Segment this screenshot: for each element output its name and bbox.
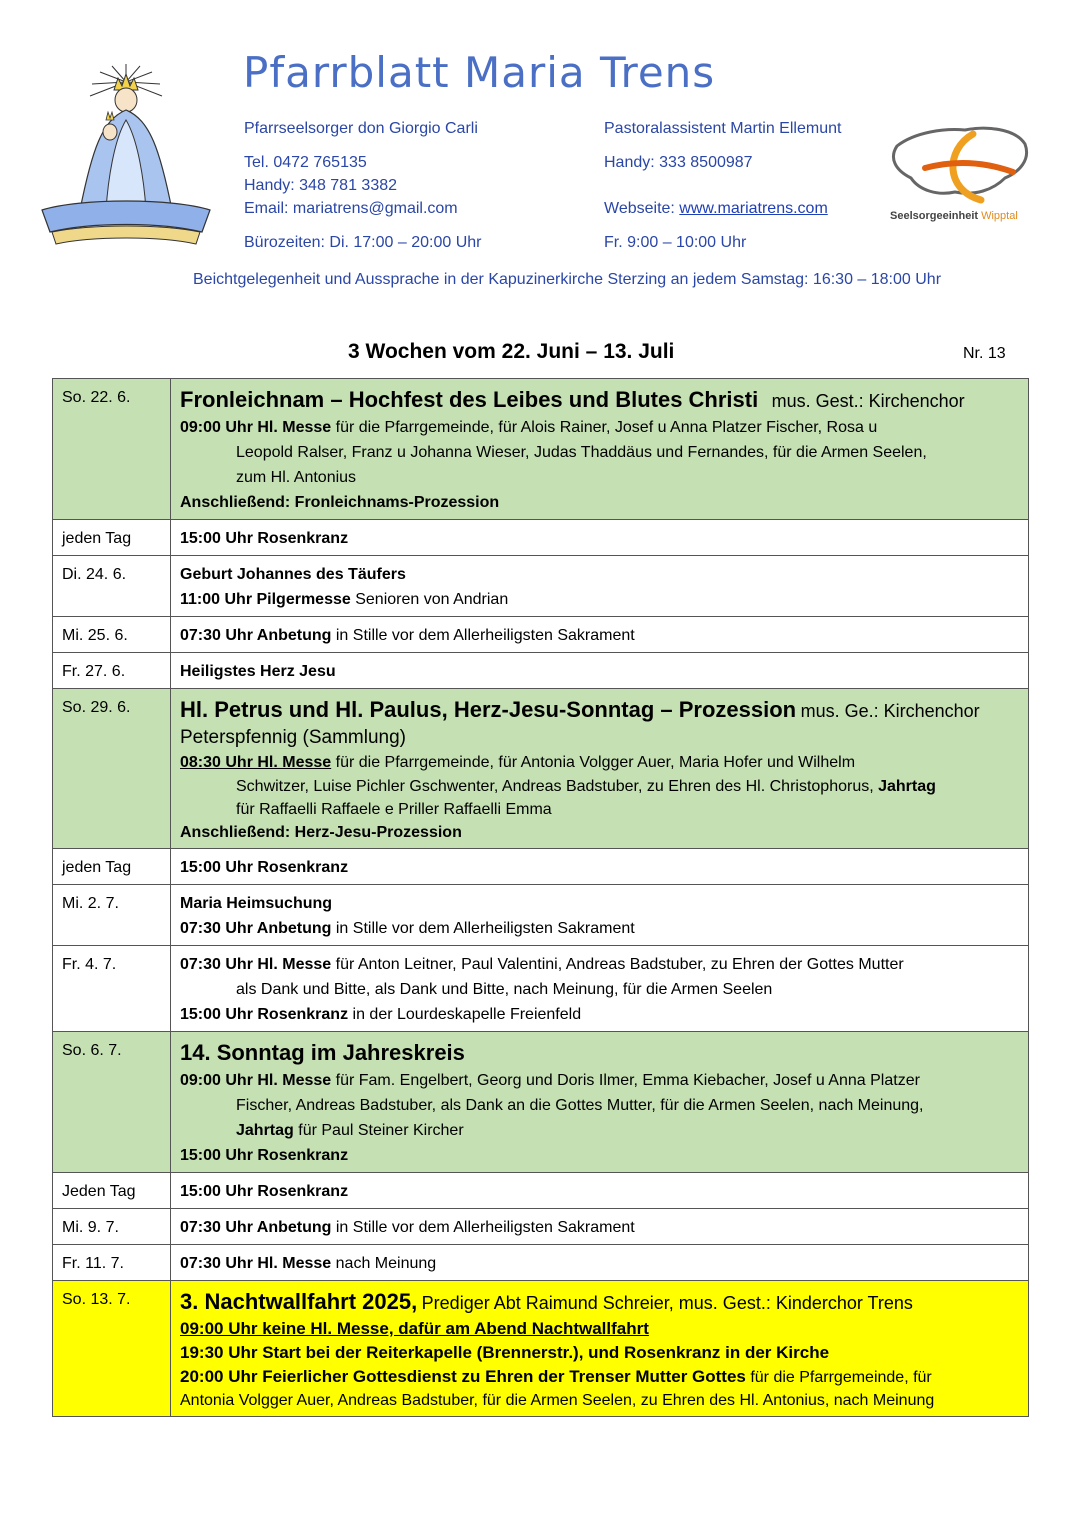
schedule-row (53, 1173, 1029, 1209)
pfarrer-handy: Handy: 348 781 3382 (244, 177, 398, 194)
procession-note: Anschließend: Herz-Jesu-Prozession (180, 824, 462, 841)
schedule-row (53, 1245, 1029, 1281)
row-date: So. 6. 7. (53, 1032, 171, 1173)
row-content (171, 1173, 1029, 1209)
mass-note: Senioren von Andrian (355, 591, 509, 608)
schedule-row (53, 520, 1029, 556)
feast-title: 14. Sonntag im Jahreskreis (180, 1040, 465, 1065)
page-title: Pfarrblatt Maria Trens (243, 48, 716, 97)
pfarrer-email: Email: mariatrens@gmail.com (244, 200, 458, 217)
row-content (171, 946, 1029, 1032)
mass-time: 07:30 Uhr Hl. Messe (180, 956, 332, 973)
no-mass-note: 09:00 Uhr keine Hl. Messe, dafür am Abend Nachtwallfahrt (180, 1319, 649, 1338)
row-date: Mi. 9. 7. (53, 1209, 171, 1245)
intentions-cont: Schwitzer, Luise Pichler Gschwenter, Andreas Badstuber, zu Ehren des Hl. Christophorus, (236, 778, 874, 795)
row-content (171, 1032, 1029, 1173)
row-date: Mi. 25. 6. (53, 617, 171, 653)
mass-time: 09:00 Uhr Hl. Messe (180, 419, 332, 436)
weeks-heading: 3 Wochen vom 22. Juni – 13. Juli (348, 340, 675, 363)
row-content (171, 1209, 1029, 1245)
music-note: Prediger Abt Raimund Schreier, mus. Gest.: Kinderchor Trens (421, 1293, 913, 1313)
schedule-row (53, 885, 1029, 946)
row-date: So. 22. 6. (53, 379, 171, 520)
schedule-row (53, 556, 1029, 617)
confession-info: Beichtgelegenheit und Aussprache in der Kapuzinerkirche Sterzing an jedem Samstag: 16:30 – 18:00 Uhr (193, 271, 942, 288)
assistant-name: Pastoralassistent Martin Ellemunt (604, 120, 842, 137)
intentions-cont: für Raffaelli Raffaele e Priller Raffaelli Emma (236, 801, 552, 818)
row-content (171, 885, 1029, 946)
feast-title: Maria Heimsuchung (180, 895, 333, 912)
rosary: 15:00 Uhr Rosenkranz (180, 859, 349, 876)
schedule-row (53, 689, 1029, 849)
row-content (171, 617, 1029, 653)
madonna-illustration (40, 60, 212, 260)
rosary-time: 15:00 Uhr Rosenkranz (180, 1006, 349, 1023)
row-content (171, 1245, 1029, 1281)
assistant-handy: Handy: 333 8500987 (604, 154, 753, 171)
schedule-row (53, 849, 1029, 885)
mass-time: 08:30 Uhr Hl. Messe (180, 754, 332, 771)
feast-title: 3. Nachtwallfahrt 2025, (180, 1289, 418, 1314)
row-date: Mi. 2. 7. (53, 885, 171, 946)
schedule-row (53, 1281, 1029, 1417)
procession-note: Anschließend: Fronleichnams-Prozession (180, 494, 500, 511)
website-link[interactable]: www.mariatrens.com (679, 200, 828, 217)
rosary: 15:00 Uhr Rosenkranz (180, 1147, 349, 1164)
row-content (171, 653, 1029, 689)
row-date: Di. 24. 6. (53, 556, 171, 617)
row-date: Fr. 4. 7. (53, 946, 171, 1032)
schedule-row (53, 1209, 1029, 1245)
office-hours-right: Fr. 9:00 – 10:00 Uhr (604, 234, 747, 251)
schedule-row (53, 946, 1029, 1032)
pfarrer-name: Pfarrseelsorger don Giorgio Carli (244, 120, 478, 137)
intentions-cont: als Dank und Bitte, als Dank und Bitte, nach Meinung, für die Armen Seelen (236, 981, 773, 998)
intentions: für die Pfarrgemeinde, für Alois Rainer, Josef u Anna Platzer Fischer, Rosa u (335, 419, 878, 436)
intentions-cont: für Paul Steiner Kircher (298, 1122, 464, 1139)
row-content (171, 556, 1029, 617)
row-date: Jeden Tag (53, 1173, 171, 1209)
intentions: für die Pfarrgemeinde, für (750, 1369, 932, 1386)
logo-caption-a: Seelsorgeeinheit (890, 210, 982, 222)
row-date: jeden Tag (53, 849, 171, 885)
row-content (171, 689, 1029, 849)
adoration-note: in Stille vor dem Allerheiligsten Sakrament (335, 627, 635, 644)
collection-note: Peterspfennig (Sammlung) (180, 727, 406, 748)
schedule-row (53, 617, 1029, 653)
feast-title: Heiligstes Herz Jesu (180, 663, 336, 680)
jahrtag-label: Jahrtag (878, 778, 936, 795)
row-date: jeden Tag (53, 520, 171, 556)
row-date: Fr. 27. 6. (53, 653, 171, 689)
intentions-cont: Antonia Volgger Auer, Andreas Badstuber, für die Armen Seelen, zu Ehren des Hl. Antonius, nach Meinung (180, 1392, 935, 1409)
music-note: mus. Gest.: Kirchenchor (771, 391, 965, 411)
intentions: für Fam. Engelbert, Georg und Doris Ilmer, Emma Kiebacher, Josef u Anna Platzer (335, 1072, 920, 1089)
schedule-table (52, 378, 1029, 1417)
mass-time: 11:00 Uhr Pilgermesse (180, 591, 351, 608)
music-note: mus. Ge.: Kirchenchor (800, 701, 980, 721)
schedule-row (53, 1032, 1029, 1173)
adoration-note: in Stille vor dem Allerheiligsten Sakrament (335, 1219, 635, 1236)
schedule-row (53, 379, 1029, 520)
jahrtag-label: Jahrtag (236, 1122, 294, 1139)
intentions: für Anton Leitner, Paul Valentini, Andreas Badstuber, zu Ehren der Gottes Mutter (335, 956, 904, 973)
website-line (604, 197, 828, 220)
feast-title: Geburt Johannes des Täufers (180, 566, 406, 583)
intentions-cont: Leopold Ralser, Franz u Johanna Wieser, Judas Thaddäus und Fernandes, für die Armen Seelen, (236, 444, 927, 461)
pilgrimage-start: 19:30 Uhr Start bei der Reiterkapelle (Brennerstr.), und Rosenkranz in der Kirche (180, 1343, 830, 1362)
intentions-cont: zum Hl. Antonius (236, 469, 357, 486)
rosary-location: in der Lourdeskapelle Freienfeld (352, 1006, 582, 1023)
logo-caption-b: Wipptal (981, 210, 1018, 222)
row-content (171, 379, 1029, 520)
schedule-row (53, 653, 1029, 689)
intentions: für die Pfarrgemeinde, für Antonia Volgger Auer, Maria Hofer und Wilhelm (335, 754, 856, 771)
adoration-time: 07:30 Uhr Anbetung (180, 1219, 332, 1236)
row-date: Fr. 11. 7. (53, 1245, 171, 1281)
adoration-time: 07:30 Uhr Anbetung (180, 920, 332, 937)
adoration-time: 07:30 Uhr Anbetung (180, 627, 332, 644)
row-content (171, 849, 1029, 885)
service-time: 20:00 Uhr Feierlicher Gottesdienst zu Ehren der Trenser Mutter Gottes (180, 1367, 746, 1386)
adoration-note: in Stille vor dem Allerheiligsten Sakrament (335, 920, 635, 937)
office-hours-left: Bürozeiten: Di. 17:00 – 20:00 Uhr (244, 234, 482, 251)
pfarrer-tel: Tel. 0472 765135 (244, 154, 367, 171)
feast-title: Fronleichnam – Hochfest des Leibes und Blutes Christi (180, 387, 759, 412)
mass-note: nach Meinung (335, 1255, 437, 1272)
issue-number: Nr. 13 (963, 345, 1006, 362)
mass-time: 07:30 Uhr Hl. Messe (180, 1255, 332, 1272)
mass-time: 09:00 Uhr Hl. Messe (180, 1072, 332, 1089)
rosary: 15:00 Uhr Rosenkranz (180, 1183, 349, 1200)
intentions-cont: Fischer, Andreas Badstuber, als Dank an die Gottes Mutter, für die Armen Seelen, nach Meinung, (236, 1097, 924, 1114)
rosary: 15:00 Uhr Rosenkranz (180, 530, 349, 547)
row-date: So. 13. 7. (53, 1281, 171, 1417)
logo-caption (890, 210, 1018, 222)
row-content (171, 520, 1029, 556)
row-date: So. 29. 6. (53, 689, 171, 849)
row-content (171, 1281, 1029, 1417)
feast-title: Hl. Petrus und Hl. Paulus, Herz-Jesu-Sonntag – Prozession (180, 697, 797, 722)
website-label: Webseite: (604, 200, 680, 217)
